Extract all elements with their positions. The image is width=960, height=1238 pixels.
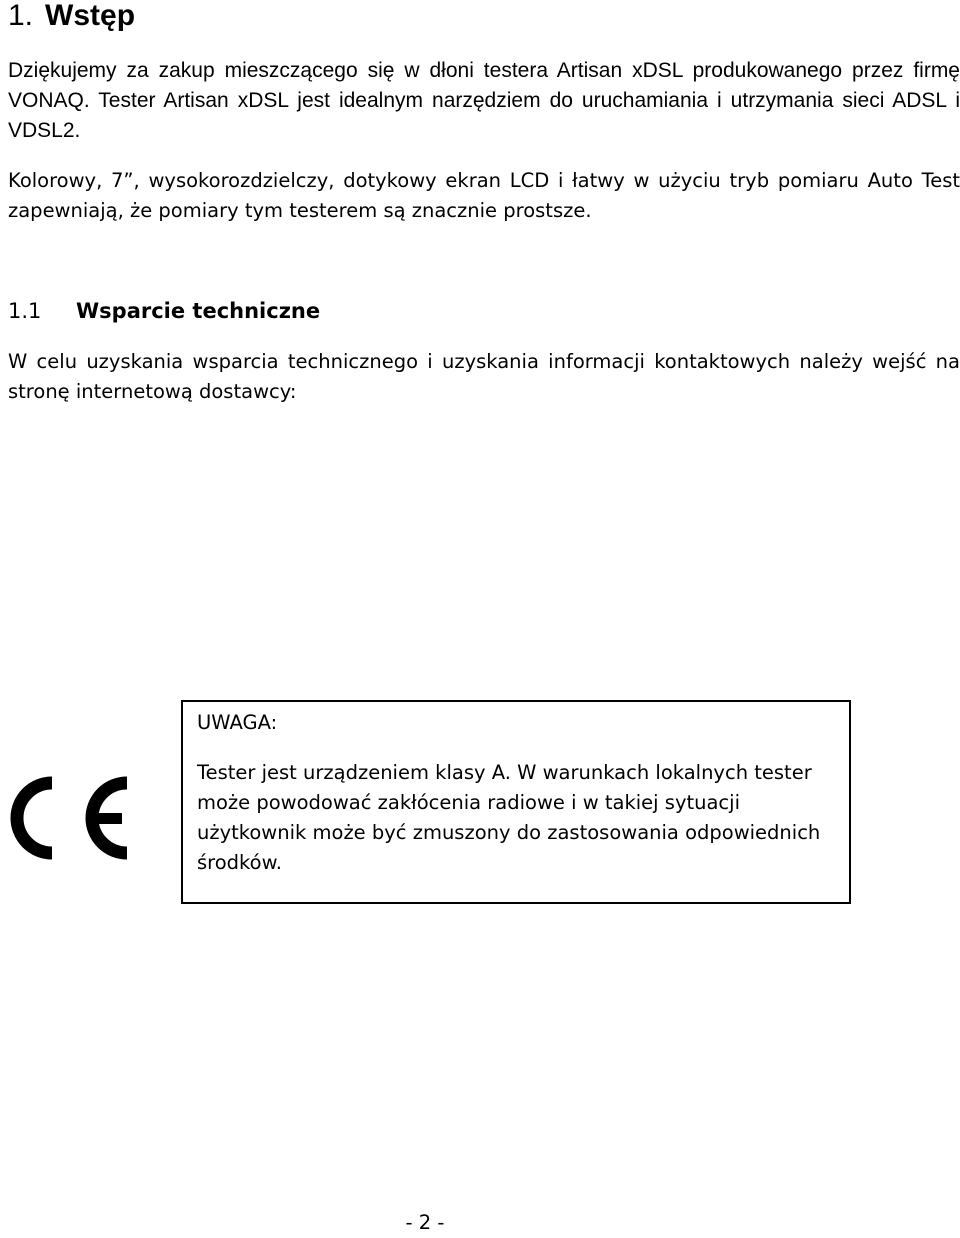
intro-paragraph: Dziękujemy za zakup mieszczącego się w dłoni testera Artisan xDSL produkowanego przez firmę VONAQ. Tester Artisan xDSL jest idealnym narzędziem do uruchamiania i utrzymania sieci ADSL i VDSL2. xyxy=(8,59,960,142)
display-paragraph: Kolorowy, 7”, wysokorozdzielczy, dotykowy ekran LCD i łatwy w użyciu tryb pomiaru Auto Test zapewniają, że pomiary tym testerem są znacznie prostsze. xyxy=(8,169,960,222)
subsection-heading xyxy=(8,296,320,326)
section-number: 1. xyxy=(8,0,34,32)
notice-box xyxy=(181,700,851,904)
notice-text: Tester jest urządzeniem klasy A. W warunkach lokalnych tester może powodować zakłócenia radiowe i w takiej sytuacji użytkownik może być zmuszony do zastosowania odpowiednich środków. xyxy=(197,761,821,874)
notice-label: UWAGA: xyxy=(197,711,278,734)
page-number: - 2 - xyxy=(405,1211,445,1234)
support-paragraph: W celu uzyskania wsparcia technicznego i uzyskania informacji kontaktowych należy wejść na stronę internetową dostawcy: xyxy=(8,350,960,403)
section-heading xyxy=(8,0,135,36)
section-title: Wstęp xyxy=(45,0,136,32)
ce-mark-icon xyxy=(6,770,132,866)
subsection-title: Wsparcie techniczne xyxy=(76,299,321,323)
subsection-number: 1.1 xyxy=(8,299,42,323)
